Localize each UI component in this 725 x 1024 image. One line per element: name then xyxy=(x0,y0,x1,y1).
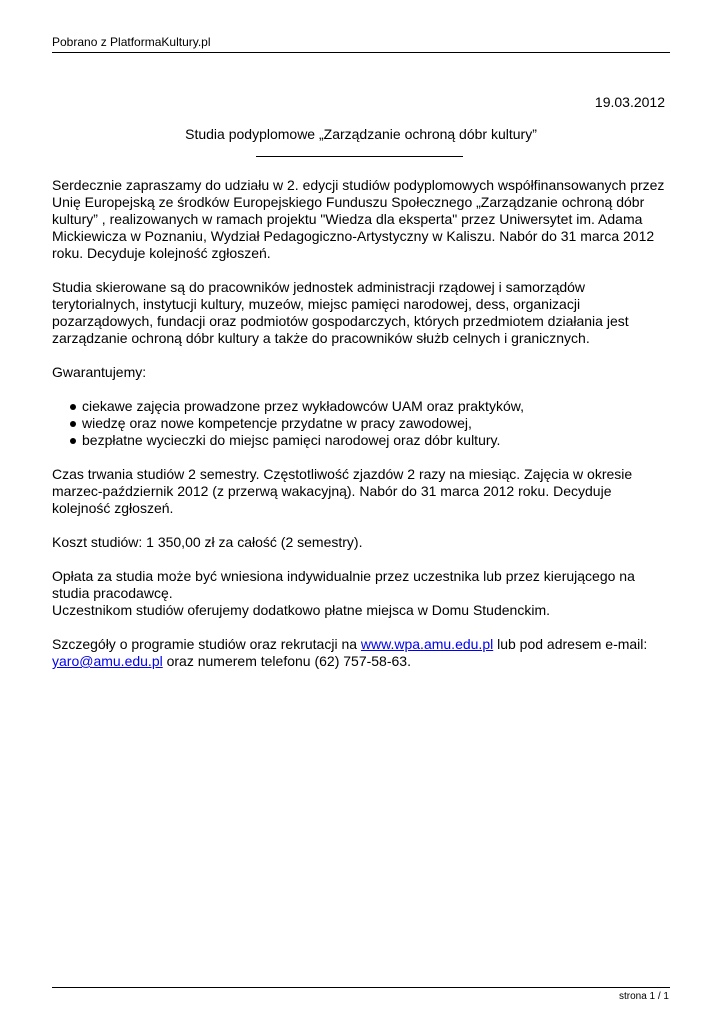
website-link[interactable]: www.wpa.amu.edu.pl xyxy=(360,636,494,652)
dorm-paragraph: Uczestnikom studiów oferujemy dodatkowo płatne miejsca w Domu Studenckim. xyxy=(52,602,550,618)
guarantee-list xyxy=(68,398,672,449)
bullet-icon xyxy=(70,404,76,410)
guarantee-heading: Gwarantujemy: xyxy=(52,364,147,380)
footer-divider xyxy=(52,987,670,988)
page-number: strona 1 / 1 xyxy=(618,991,669,1002)
contact-paragraph xyxy=(52,636,672,670)
list-item xyxy=(68,415,672,432)
list-item-text: wiedzę oraz nowe kompetencje przydatne w pracy zawodowej, xyxy=(82,415,472,431)
title-divider xyxy=(256,156,463,157)
list-item-text: bezpłatne wycieczki do miejsc pamięci narodowej oraz dóbr kultury. xyxy=(82,432,501,448)
cost-paragraph: Koszt studiów: 1 350,00 zł za całość (2 semestry). xyxy=(52,534,363,550)
payment-paragraph: Opłata za studia może być wniesiona indywidualnie przez uczestnika lub przez kierującego na studia pracodawcę. xyxy=(52,568,635,601)
bullet-icon xyxy=(70,438,76,444)
email-link[interactable]: yaro@amu.edu.pl xyxy=(52,653,163,669)
list-item xyxy=(68,432,672,449)
audience-paragraph: Studia skierowane są do pracowników jednostek administracji rządowej i samorządów terytorialnych, instytucji kultury, muzeów, miejsc pamięci narodowej, dess, organizacji pozarządowych, fundacji oraz podmiotów gospodarczych, których przedmiotem działania jest zarządzanie ochroną dóbr kultury a także do pracowników służb celnych i granicznych. xyxy=(52,279,629,346)
contact-prefix: Szczegóły o programie studiów oraz rekrutacji na xyxy=(52,636,361,652)
document-title: Studia podyplomowe „Zarządzanie ochroną dóbr kultury” xyxy=(185,126,537,142)
bullet-icon xyxy=(70,421,76,427)
page-header-source: Pobrano z PlatformaKultury.pl xyxy=(52,35,211,49)
header-divider xyxy=(52,52,670,53)
list-item-text: ciekawe zajęcia prowadzone przez wykładowców UAM oraz praktyków, xyxy=(82,398,524,414)
contact-suffix: oraz numerem telefonu (62) 757-58-63. xyxy=(162,653,411,669)
contact-middle: lub pod adresem e-mail: xyxy=(493,636,648,652)
duration-paragraph: Czas trwania studiów 2 semestry. Częstotliwość zjazdów 2 razy na miesiąc. Zajęcia w okresie marzec-październik 2012 (z przerwą wakacyjną). Nabór do 31 marca 2012 roku. Decyduje kolejność zgłoszeń. xyxy=(52,466,633,516)
intro-paragraph: Serdecznie zapraszamy do udziału w 2. edycji studiów podyplomowych współfinansowanych przez Unię Europejską ze środków Europejskiego Funduszu Społecznego „Zarządzanie ochroną dóbr kultury” , realizowanych w ramach projektu "Wiedza dla eksperta" przez Uniwersytet im. Adama Mickiewicza w Poznaniu, Wydział Pedagogiczno-Artystyczny w Kaliszu. Nabór do 31 marca 2012 roku. Decyduje kolejność zgłoszeń. xyxy=(52,177,665,261)
document-body xyxy=(52,177,672,687)
list-item xyxy=(68,398,672,415)
document-date: 19.03.2012 xyxy=(594,94,665,110)
